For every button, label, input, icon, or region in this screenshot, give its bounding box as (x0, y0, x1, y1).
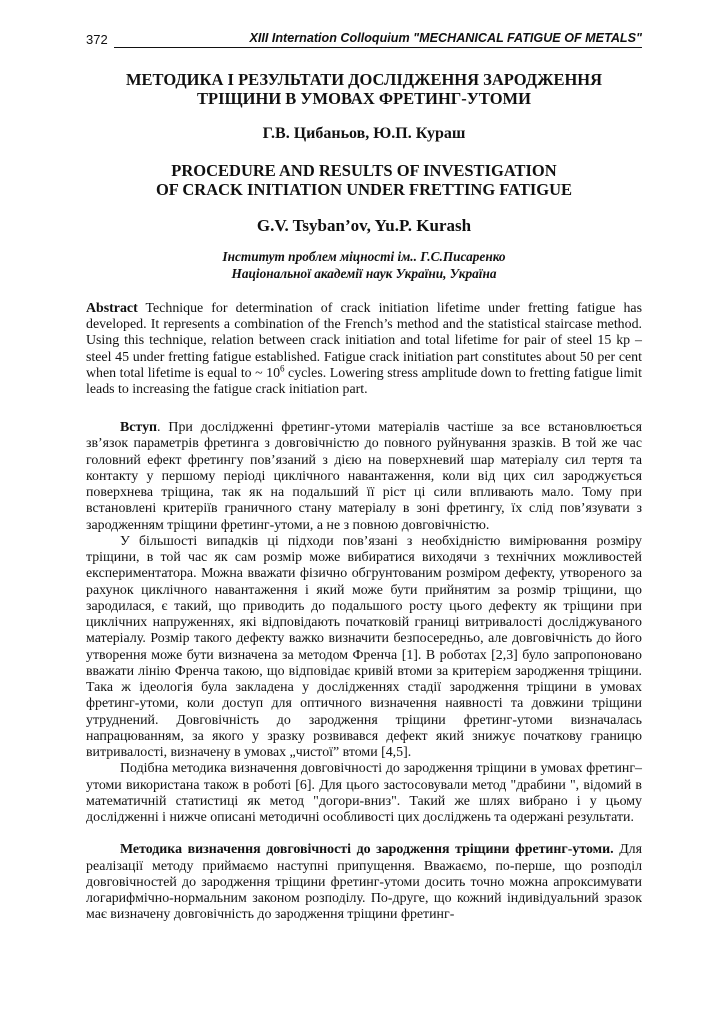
method-heading: Методика визначення довговічності до зародження тріщини фретинг-утоми. (120, 842, 614, 858)
introduction (86, 420, 642, 826)
journal-title: XIII Internation Colloquium "MECHANICAL FATIGUE OF METALS" (114, 30, 642, 48)
authors-ukrainian: Г.В. Цибаньов, Ю.П. Кураш (262, 125, 466, 142)
affiliation-line-2: Національної академії наук України, Україна (231, 265, 497, 281)
intro-paragraph-1 (86, 420, 642, 534)
title-en-line-2: OF CRACK INITIATION UNDER FRETTING FATIGUE (155, 180, 573, 199)
title-english (86, 161, 642, 199)
abstract-label: Abstract (86, 301, 138, 316)
intro-paragraph-1-text: . При дослідженні фретинг-утоми матеріалів частіше за все встановлюється зв’язок параметрів фретинга з довговічністю до повного руйнування зразків. В той же час головний ефект фретингу пов’язаний з дією на поверхневий шар матеріалу сил тертя та контакту у першому періоді циклічного навантаження, коли від цих сил зароджується поверхнева тріщина, так як на подальший її ріст ці сили впливають мало. Тому при встановлені критеріїв граничного стану матеріалу в зоні фретингу, їх слід пов’язувати з зародженням тріщини фретинг-утоми, а не з повною довговічністю. (86, 420, 642, 533)
intro-paragraph-2: У більшості випадків ці підходи пов’язані з необхідністю вимірювання розміру тріщини, в той час як сам розмір може вибиратися виходячи з технічних можливостей експериментатора. Можна вважати фізично обгрунтованим розміром дефекту, утвореного за рахунок циклічного навантаження і який може бути прийнятим за розмір тріщини, що зародилася, є такий, що приводить до подальшого росту цього дефекту як тріщини при циклічних напруженнях, які відповідають початковій границі витривалості досліджуваного матеріалу. Розмір такого дефекту важко визначити безпосередньо, але довговічність до його утворення може бути визначена за методом Френча [1]. В роботах [2,3] було запропоновано вважати лінію Френча такою, що відповідає кривій втоми за критерієм зародження тріщини. Така ж ідеологія була закладена у дослідженнях стадії зародження тріщини в умовах фретинг-утоми, коли доступ для оптичного визначення наявності та довжини тріщини утруднений. Довговічність до зародження тріщини фретинг-утоми визначалась напрацюванням, за якого у зразку розвивався дефект який знижує початкову границю витривалості, визначену в умовах „чистої” втоми [4,5]. (86, 533, 642, 761)
authors-english: G.V. Tsyban’ov, Yu.P. Kurash (256, 216, 472, 235)
abstract-text-2: cycles. Lowering stress amplitude down to fretting fatigue limit leads to increasing the fatigue crack initiation part. (86, 365, 642, 398)
affiliation-line-1: Інститут проблем міцності ім.. Г.С.Писаренко (222, 249, 506, 264)
page (86, 30, 642, 924)
abstract (86, 301, 642, 398)
title-en-line-1: PROCEDURE AND RESULTS OF INVESTIGATION (171, 161, 557, 180)
affiliation (86, 249, 642, 282)
method-section (86, 842, 642, 923)
running-header (86, 30, 642, 48)
abstract-exponent: 6 (280, 363, 285, 374)
title-ua-line-1: МЕТОДИКА І РЕЗУЛЬТАТИ ДОСЛІДЖЕННЯ ЗАРОДЖЕННЯ (125, 70, 603, 89)
title-ua-line-2: ТРІЩИНИ В УМОВАХ ФРЕТИНГ-УТОМИ (197, 89, 531, 108)
page-number: 372 (86, 32, 108, 47)
intro-label: Вступ (120, 420, 158, 436)
abstract-text-1: Technique for determination of crack initiation lifetime under fretting fatigue has developed. It represents a combination of the French’s method and the statistical staircase method. Using this technique, relation between crack initiation and total lifetime for pair of steel 15 kp – steel 45 under fretting fatigue established. Fatigue crack initiation part constitutes about 50 per cent when total lifetime is equal to ~ 10 (86, 301, 642, 381)
method-paragraph (86, 842, 642, 923)
title-ukrainian (86, 70, 642, 108)
intro-paragraph-3: Подібна методика визначення довговічності до зародження тріщини в умовах фретинг–утоми використана також в роботі [6]. Для цього застосовували метод "драбини ", відомий в математичній статистиці як метод "догори-вниз". Такий же шлях вибрано і у цьому дослідженні і нижче описані методичні особливості цих досліджень та одержані результати. (86, 761, 642, 826)
method-text: Для реалізації методу приймаємо наступні припущення. Вважаємо, по-перше, що розподіл довговічностей до зародження тріщини фретинг-утоми досить точно можна апроксимувати логарифмічно-нормальним законом розподілу. По-друге, що кожний індивідуальний зразок має визначену довговічність до зародження тріщини фретинг- (86, 842, 642, 923)
